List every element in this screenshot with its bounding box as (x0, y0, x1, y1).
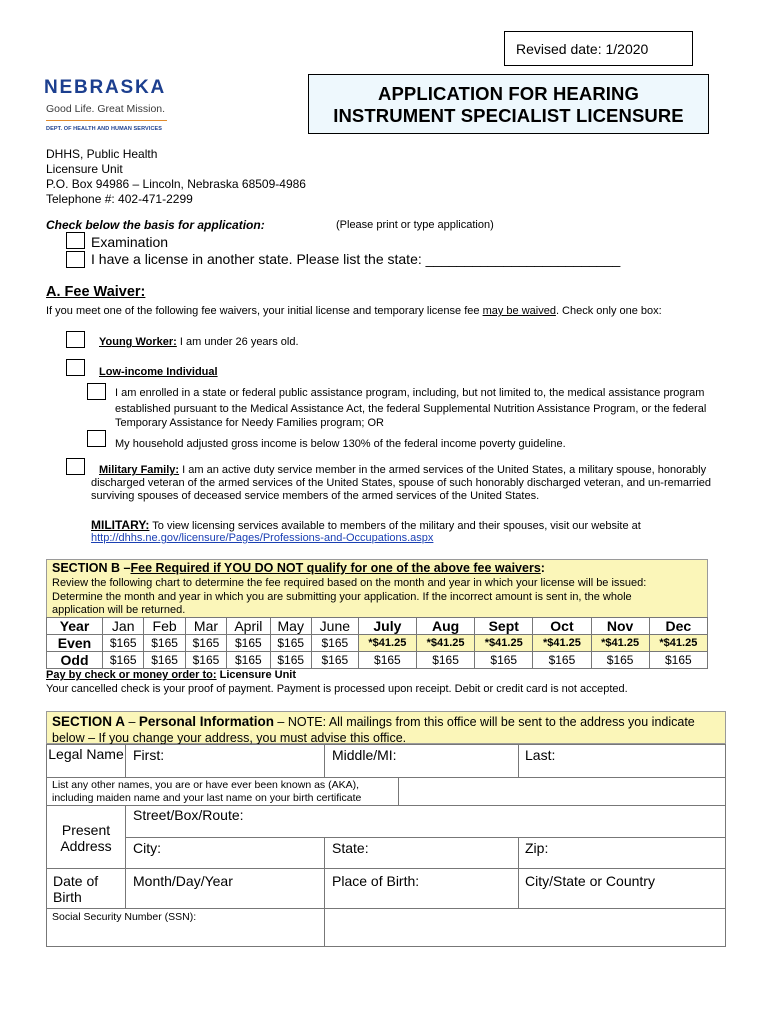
fee-month: June (311, 618, 358, 635)
section-b-line-1: Review the following chart to determine the fee required based on the month and year in which your license will be issued: (52, 577, 647, 589)
young-worker-checkbox[interactable] (66, 331, 85, 348)
fee-cell: $165 (311, 652, 358, 669)
young-worker-text: Young Worker: I am under 26 years old. (99, 336, 299, 348)
assistance-program-checkbox[interactable] (87, 383, 106, 400)
fee-odd-label: Odd (47, 652, 103, 669)
military-link[interactable] (91, 532, 433, 544)
examination-label: Examination (91, 234, 169, 250)
dob-label: Date of Birth (53, 873, 99, 905)
page-title (308, 74, 709, 134)
address-line-4: Telephone #: 402-471-2299 (46, 192, 193, 206)
fee-month: July (358, 618, 416, 635)
fee-table (46, 617, 708, 669)
military-info: MILITARY: To view licensing services available to members of the military and their spouses, visit our website at (91, 518, 641, 532)
section-b-line-3: application will be returned. (52, 604, 186, 616)
fee-month: April (227, 618, 270, 635)
fee-year-header: Year (47, 618, 103, 635)
legal-name-label: Legal Name (48, 746, 124, 762)
fee-cell: $165 (144, 652, 185, 669)
military-family-line-3: surviving spouses of deceased service members of the armed services of the United States. (91, 490, 540, 502)
examination-checkbox[interactable] (66, 232, 85, 249)
section-b-heading: SECTION B –Fee Required if YOU DO NOT qualify for one of the above fee waivers: (52, 561, 545, 575)
aka-field[interactable] (399, 778, 725, 805)
fee-table-odd-row (47, 652, 708, 669)
fee-month: Oct (533, 618, 591, 635)
military-family-checkbox[interactable] (66, 458, 85, 475)
fee-even-label: Even (47, 635, 103, 652)
fee-month: Feb (144, 618, 185, 635)
title-line-2: INSTRUMENT SPECIALIST LICENSURE (333, 105, 684, 126)
fee-cell: $165 (358, 652, 416, 669)
aka-label-line-2: including maiden name and your last name on your birth certificate (52, 792, 362, 804)
nebraska-logo: NEBRASKA (44, 77, 167, 98)
low-income-option-2: My household adjusted gross income is below 130% of the federal income poverty guideline. (115, 438, 566, 450)
street-field[interactable]: Street/Box/Route: (133, 807, 244, 823)
fee-cell: $165 (591, 652, 649, 669)
fee-cell: $165 (103, 635, 144, 652)
section-a-heading (46, 711, 726, 744)
fee-cell: $165 (270, 652, 311, 669)
fee-cell-reduced: *$41.25 (358, 635, 416, 652)
fee-cell: $165 (475, 652, 533, 669)
fee-cell: $165 (185, 652, 226, 669)
fee-cell: $165 (103, 652, 144, 669)
address-line-3: P.O. Box 94986 – Lincoln, Nebraska 68509-4986 (46, 177, 306, 191)
middle-name-field[interactable]: Middle/MI: (332, 747, 397, 763)
fee-month: Sept (475, 618, 533, 635)
fee-cell-reduced: *$41.25 (475, 635, 533, 652)
other-state-label: I have a license in another state. Please list the state: _________________________ (91, 251, 621, 267)
ssn-field[interactable]: Social Security Number (SSN): (52, 911, 197, 923)
fee-month: Jan (103, 618, 144, 635)
income-guideline-checkbox[interactable] (87, 430, 106, 447)
fee-table-even-row (47, 635, 708, 652)
fee-cell-reduced: *$41.25 (649, 635, 707, 652)
dob-field[interactable]: Month/Day/Year (133, 873, 233, 889)
aka-label-line-1: List any other names, you are or have ever been known as (AKA), (52, 779, 359, 791)
low-income-option-1a: I am enrolled in a state or federal public assistance program, including, but not limited to, the medical assistance program (115, 387, 705, 399)
military-website-link[interactable]: http://dhhs.ne.gov/licensure/Pages/Professions-and-Occupations.aspx (91, 532, 434, 544)
fee-month: May (270, 618, 311, 635)
fee-month: Aug (416, 618, 474, 635)
city-state-country-field[interactable]: City/State or Country (525, 873, 655, 889)
fee-cell: $165 (144, 635, 185, 652)
last-name-field[interactable]: Last: (525, 747, 556, 763)
low-income-label: Low-income Individual (99, 366, 218, 378)
low-income-option-1b: established pursuant to the Medical Assistance Act, the federal Supplemental Nutrition Assistance Program, or the federal (115, 403, 707, 415)
zip-field[interactable]: Zip: (525, 840, 549, 856)
military-family-line-2: discharged veteran of the armed services of the United States, spouse of such honorably discharged veteran, and un-remarried (91, 477, 712, 489)
military-family-line-1: Military Family: I am an active duty service member in the armed services of the United States, a military spouse, honorably (99, 464, 707, 476)
logo-divider (46, 120, 167, 121)
fee-month: Nov (591, 618, 649, 635)
personal-info-grid (46, 744, 726, 947)
section-b-line-2: Determine the month and year in which you are submitting your application. If the incorrect amount is sent in, the whole (52, 591, 632, 603)
title-line-1: APPLICATION FOR HEARING (378, 83, 639, 104)
basis-note: (Please print or type application) (336, 219, 494, 231)
city-field[interactable]: City: (133, 840, 161, 856)
place-of-birth-field[interactable]: Place of Birth: (332, 873, 420, 889)
first-name-field[interactable]: First: (133, 747, 165, 763)
logo-tagline: Good Life. Great Mission. (46, 103, 166, 115)
fee-waiver-heading: A. Fee Waiver: (46, 284, 146, 300)
fee-cell-reduced: *$41.25 (416, 635, 474, 652)
fee-cell: $165 (270, 635, 311, 652)
fee-month: Dec (649, 618, 707, 635)
section-a-heading-line-2: below – If you change your address, you must advise this office. (52, 731, 407, 745)
revised-date: Revised date: 1/2020 (504, 31, 693, 66)
fee-month: Mar (185, 618, 226, 635)
fee-cell: $165 (185, 635, 226, 652)
present-address-label: Present Address (60, 822, 112, 854)
fee-waiver-intro: If you meet one of the following fee waivers, your initial license and temporary license fee may be waived. Check only one box: (46, 305, 662, 317)
fee-cell: $165 (227, 635, 270, 652)
state-field[interactable]: State: (332, 840, 369, 856)
low-income-checkbox[interactable] (66, 359, 85, 376)
address-line-1: DHHS, Public Health (46, 147, 158, 161)
fee-cell: $165 (311, 635, 358, 652)
low-income-option-1c: Temporary Assistance for Needy Families program; OR (115, 417, 384, 429)
basis-heading: Check below the basis for application: (46, 218, 265, 232)
fee-cell: $165 (416, 652, 474, 669)
fee-cell-reduced: *$41.25 (533, 635, 591, 652)
fee-cell-reduced: *$41.25 (591, 635, 649, 652)
section-a-heading-line-1: SECTION A – Personal Information – NOTE: All mailings from this office will be sent to the address you indicate (52, 714, 695, 729)
pay-note: Your cancelled check is your proof of payment. Payment is processed upon receipt. Debit or credit card is not accepted. (46, 683, 628, 695)
fee-table-header-row (47, 618, 708, 635)
other-state-checkbox[interactable] (66, 251, 85, 268)
fee-cell: $165 (533, 652, 591, 669)
address-line-2: Licensure Unit (46, 162, 123, 176)
fee-cell: $165 (227, 652, 270, 669)
section-b-box (46, 559, 708, 618)
logo-dept: DEPT. OF HEALTH AND HUMAN SERVICES (46, 126, 163, 132)
fee-cell: $165 (649, 652, 707, 669)
pay-instruction: Pay by check or money order to: Licensure Unit (46, 669, 297, 681)
